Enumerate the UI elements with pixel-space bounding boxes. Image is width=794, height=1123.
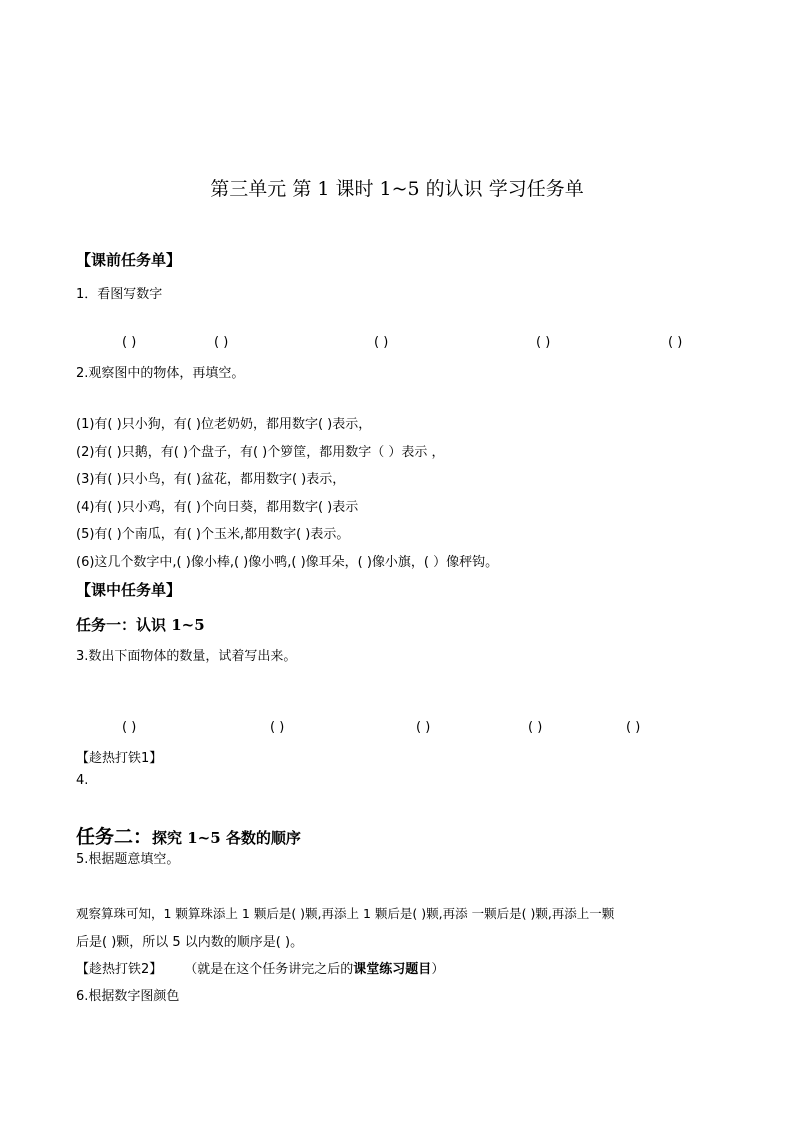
fill-line: (2)有( )只鹅，有( )个盘子，有( )个箩筐，都用数字（ ）表示 ， [76,445,445,460]
in-class-heading: 【课中任务单】 [76,581,182,599]
task-2-title: 探究 1~5 各数的顺序 [152,829,301,847]
answer-blank[interactable]: ( ) [122,335,137,350]
fill-line: (5)有( )个南瓜，有( )个玉米,都用数字( )表示。 [76,527,350,542]
fill-line: (4)有( )只小鸡，有( )个向日葵，都用数字( )表示 [76,500,359,515]
question-5: 5.根据题意填空。 [76,852,180,867]
task-1-heading: 任务一：认识 1~5 [76,616,205,634]
practice-label-2: 【趁热打铁2】 [76,962,163,977]
question-1: 1．看图写数字 [76,287,163,302]
fill-line: (1)有( )只小狗，有( )位老奶奶，都用数字( )表示， [76,417,372,432]
task-2-label: 任务二： [76,826,153,848]
task-2-heading [76,822,301,849]
fill-line: 后是( )颗，所以 5 以内数的顺序是( )。 [76,935,304,950]
answer-blank[interactable]: ( ) [528,720,543,735]
practice-heading-2 [76,958,444,977]
question-4: 4. [76,773,89,788]
question-3: 3.数出下面物体的数量，试着写出来。 [76,649,297,664]
answer-blank[interactable]: ( ) [416,720,431,735]
answer-blank[interactable]: ( ) [668,335,683,350]
answer-blank[interactable]: ( ) [214,335,229,350]
answer-blank[interactable]: ( ) [536,335,551,350]
answer-blank[interactable]: ( ) [626,720,641,735]
question-6: 6.根据数字图颜色 [76,989,180,1004]
fill-line: (3)有( )只小鸟，有( )盆花，都用数字( )表示， [76,472,346,487]
practice-note-prefix: （就是在这个任务讲完之后的 [184,962,354,977]
question-2: 2.观察图中的物体，再填空。 [76,366,245,381]
pre-class-heading: 【课前任务单】 [76,251,182,269]
practice-heading-1: 【趁热打铁1】 [76,751,163,766]
fill-line: (6)这几个数字中,( )像小棒,( )像小鸭,( )像耳朵，( )像小旗，( ）像秤钩。 [76,555,499,570]
practice-note-suffix: ） [431,962,445,977]
answer-blank[interactable]: ( ) [374,335,389,350]
answer-blank[interactable]: ( ) [122,720,137,735]
answer-blank[interactable]: ( ) [270,720,285,735]
practice-note-bold: 课堂练习题目 [353,962,432,977]
page-title: 第三单元 第 1 课时 1~5 的认识 学习任务单 [210,178,584,200]
fill-line: 观察算珠可知，1 颗算珠添上 1 颗后是( )颗,再添上 1 颗后是( )颗,再添 一颗后是( )颗,再添上一颗 [76,906,615,921]
